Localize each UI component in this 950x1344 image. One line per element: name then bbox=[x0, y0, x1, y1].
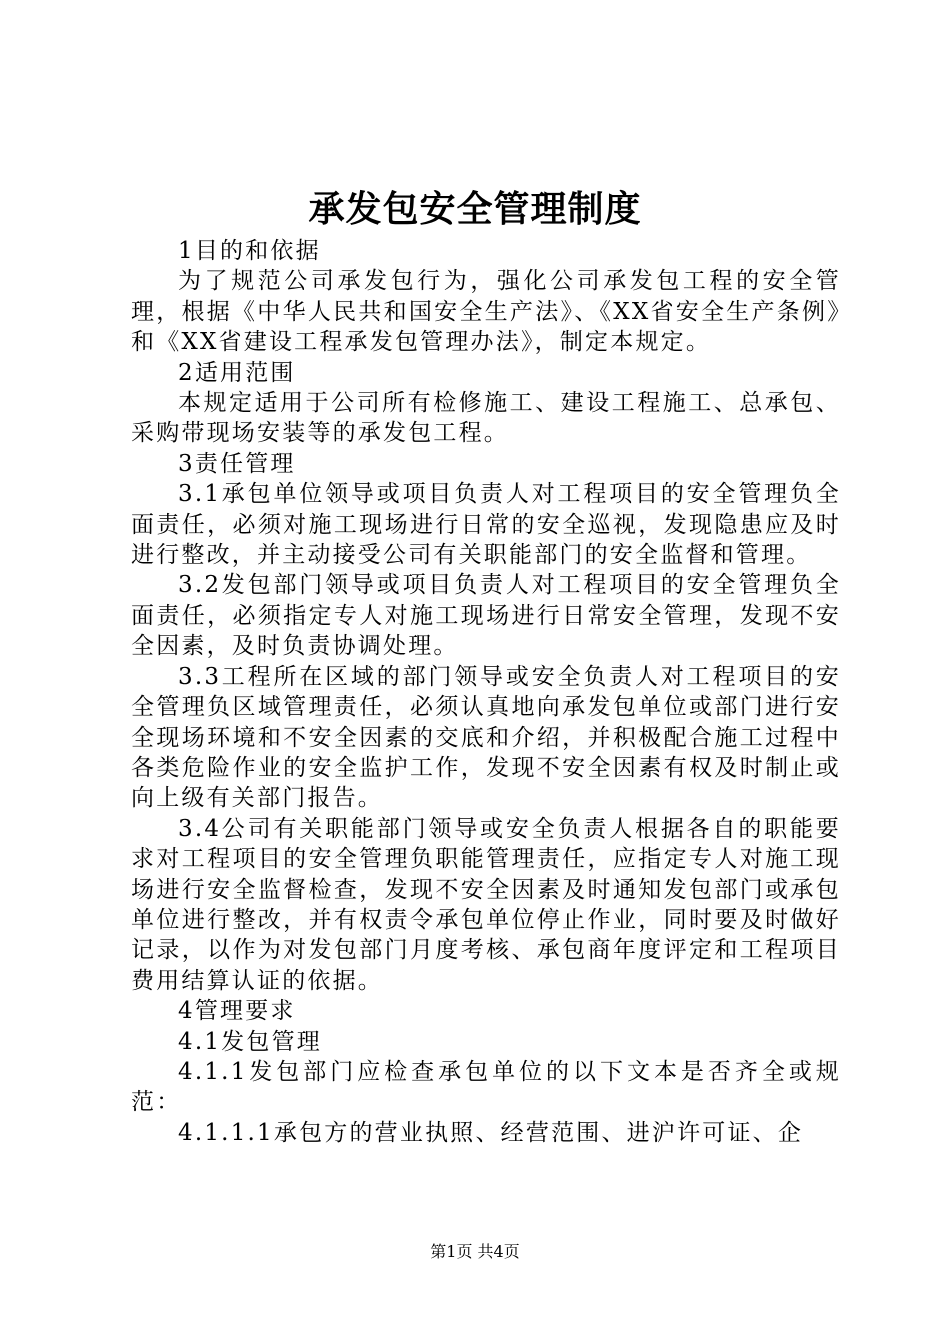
document-body bbox=[131, 236, 841, 1148]
paragraph-3-2: 3.2发包部门领导或项目负责人对工程项目的安全管理负全面责任，必须指定专人对施工现场进行日常安全管理，发现不安全因素，及时负责协调处理。 bbox=[131, 572, 841, 660]
subsection-heading-4-1: 4.1发包管理 bbox=[178, 1028, 322, 1055]
paragraph-3-1: 3.1承包单位领导或项目负责人对工程项目的安全管理负全面责任，必须对施工现场进行日常的安全巡视，发现隐患应及时进行整改，并主动接受公司有关职能部门的安全监督和管理。 bbox=[131, 481, 841, 569]
paragraph-4-1-1-1: 4.1.1.1承包方的营业执照、经营范围、进沪许可证、企 bbox=[178, 1119, 804, 1146]
paragraph-4-1-1: 4.1.1发包部门应检查承包单位的以下文本是否齐全或规范： bbox=[131, 1058, 841, 1116]
section-heading-4: 4管理要求 bbox=[178, 998, 296, 1025]
paragraph-purpose: 为了规范公司承发包行为，强化公司承发包工程的安全管理，根据《中华人民共和国安全生产法》、《XX省安全生产条例》和《XX省建设工程承发包管理办法》，制定本规定。 bbox=[131, 268, 841, 356]
document-title: 承发包安全管理制度 bbox=[308, 188, 642, 230]
paragraph-3-4: 3.4公司有关职能部门领导或安全负责人根据各自的职能要求对工程项目的安全管理负职能管理责任，应指定专人对施工现场进行安全监督检查，发现不安全因素及时通知发包部门或承包单位进行整改，并有权责令承包单位停止作业，同时要及时做好记录，以作为对发包部门月度考核、承包商年度评定和工程项目费用结算认证的依据。 bbox=[131, 815, 841, 994]
paragraph-3-3: 3.3工程所在区域的部门领导或安全负责人对工程项目的安全管理负区域管理责任，必须认真地向承发包单位或部门进行安全现场环境和不安全因素的交底和介绍，并积极配合施工过程中各类危险作业的安全监护工作，发现不安全因素有权及时制止或向上级有关部门报告。 bbox=[131, 663, 841, 812]
section-heading-3: 3责任管理 bbox=[178, 450, 296, 477]
paragraph-scope: 本规定适用于公司所有检修施工、建设工程施工、总承包、采购带现场安装等的承发包工程。 bbox=[131, 390, 841, 447]
section-heading-1: 1目的和依据 bbox=[178, 238, 321, 264]
section-heading-2: 2适用范围 bbox=[178, 359, 296, 386]
page-footer: 第1页 共4页 bbox=[430, 1242, 520, 1261]
